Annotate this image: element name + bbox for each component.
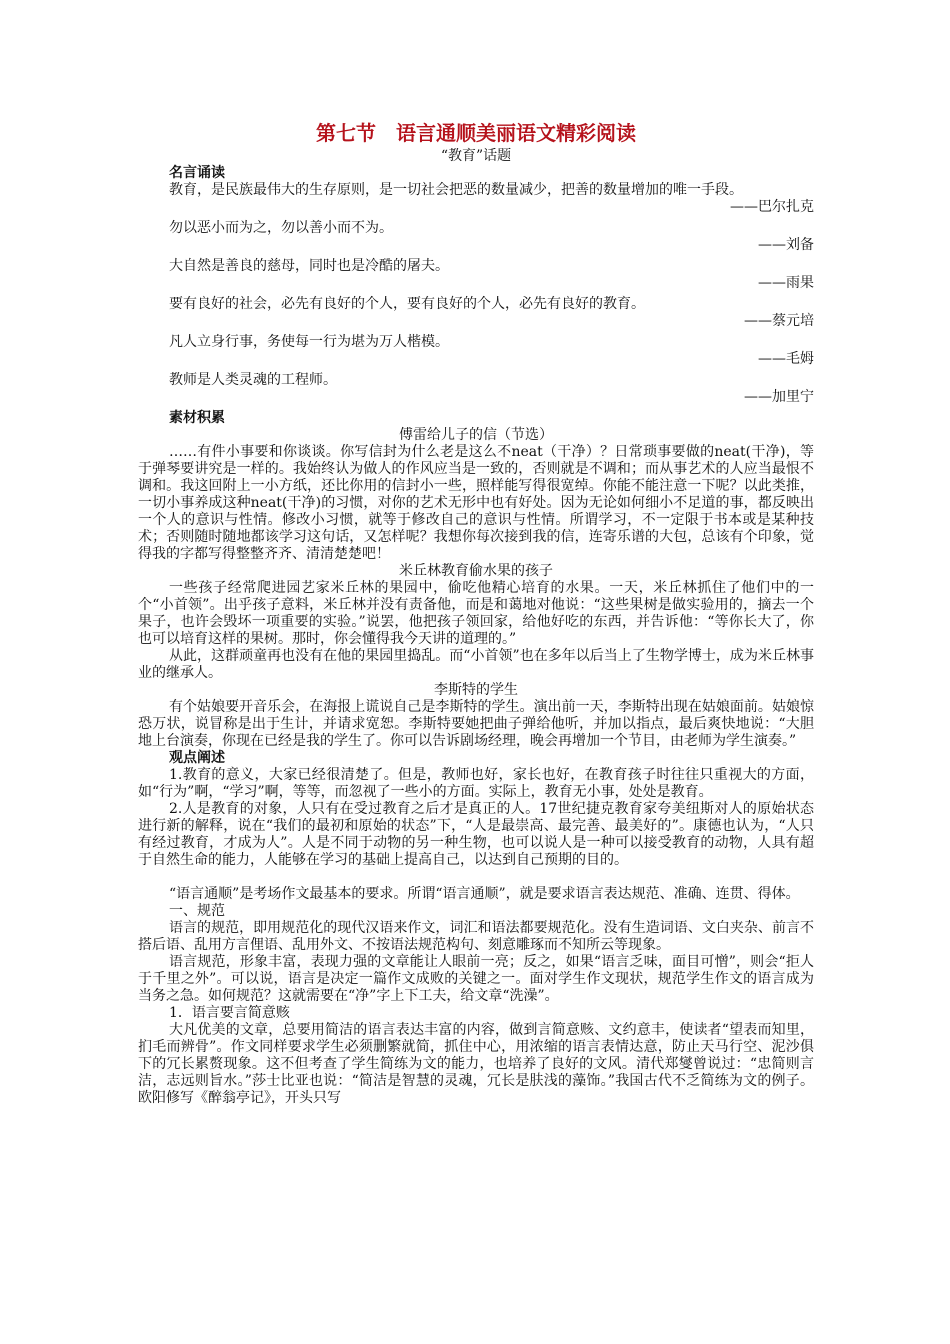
body-paragraph: 大凡优美的文章，总要用简洁的语言表达丰富的内容，做到言简意赅、文约意丰，使读者“望表而知里，扪毛而辨骨”。作文同样要求学生必须删繁就简，抓住中心，用浓缩的语言表情达意，防止天马行空、泥沙俱下的冗长累赘现象。这不但考查了学生简练为文的能力，也培养了良好的文风。清代郑燮曾说过：“忠简则言洁，志远则旨水。”莎士比亚也说：“简洁是智慧的灵魂，冗长是肤浅的藻饰。”我国古代不乏简练为文的例子。欧阳修写《醉翁亭记》，开头只写 [138, 1022, 814, 1106]
quote-author: ——雨果 [758, 275, 814, 291]
page-title: 第七节 语言通顺美丽语文精彩阅读 [316, 121, 636, 145]
quote-author: ——巴尔扎克 [730, 199, 814, 215]
document-page [138, 118, 814, 1107]
material-paragraph: 从此，这群顽童再也没有在他的果园里捣乱。而“小首领”也在多年以后当上了生物学博士，成为米丘林事业的继承人。 [138, 648, 814, 681]
material-paragraph: ……有件小事要和你谈谈。你写信封为什么老是这么不neat（干净）？日常琐事要做的neat(干净)，等于弹琴要讲究是一样的。我始终认为做人的作风应当是一致的，否则就是不调和；而从事艺术的人应当最恨不调和。我这回附上一小方纸，还比你用的信封小一些，照样能写得很宽绰。你能不能注意一下呢？以此类推，一切小事养成这种neat(干净)的习惯，对你的艺术无形中也有好处。因为无论如何细小不足道的事，都反映出一个人的意识与性情。修改小习惯，就等于修改自己的意识与性情。所谓学习，不一定限于书本或是某种技术；否则随时随地都该学习这句话，又怎样呢？我想你每次接到我的信，连寄乐谱的大包，总该有个印象，觉得我的字都写得整整齐齐、清清楚楚吧！ [138, 444, 814, 562]
material-title: 米丘林教育偷水果的孩子 [399, 563, 553, 579]
quote-author: ——加里宁 [744, 389, 814, 405]
quote-text: 凡人立身行事，务使每一行为堪为万人楷模。 [169, 334, 449, 350]
spacer [138, 869, 814, 886]
quote-author: ——毛姆 [758, 351, 814, 367]
body-paragraph: 语言规范，形象丰富，表现力强的文章能让人眼前一亮；反之，如果“语言乏味，面目可憎”，则会“拒人于千里之外”。可以说，语言是决定一篇作文成败的关键之一。面对学生作文现状，规范学生作文的语言成为当务之急。如何规范？这就需要在“净”字上下工夫，给文章“洗澡”。 [138, 954, 814, 1004]
section-heading-materials: 素材积累 [169, 410, 225, 426]
section-heading-viewpoints: 观点阐述 [169, 750, 225, 766]
viewpoint-paragraph: 1.教育的意义，大家已经很清楚了。但是，教师也好，家长也好，在教育孩子时往往只重视大的方面，如“行为”啊，“学习”啊，等等，而忽视了一些小的方面。实际上，教育无小事，处处是教育。 [138, 767, 814, 800]
body-paragraph: “语言通顺”是考场作文最基本的要求。所谓“语言通顺”，就是要求语言表达规范、准确、连贯、得体。 [169, 886, 800, 902]
material-paragraph: 一些孩子经常爬进园艺家米丘林的果园中，偷吃他精心培育的水果。一天，米丘林抓住了他们中的一个“小首领”。出乎孩子意料，米丘林并没有责备他，而是和蔼地对他说：“这些果树是做实验用的，摘去一个果子，也许会毁坏一项重要的实验。”说罢，他把孩子领回家，给他好吃的东西，并告诉他：“等你长大了，你也可以培育这样的果树。那时，你会懂得我今天讲的道理的。” [138, 580, 814, 647]
quotes-list [138, 182, 814, 406]
material-paragraph: 有个姑娘要开音乐会，在海报上谎说自己是李斯特的学生。演出前一天，李斯特出现在姑娘面前。姑娘惊恐万状，说冒称是出于生计，并请求宽恕。李斯特要她把曲子弹给他听，并加以指点，最后爽快地说：“大胆地上台演奏，你现在已经是我的学生了。你可以告诉剧场经理，晚会再增加一个节目，由老师为学生演奏。” [138, 699, 814, 749]
viewpoint-paragraph: 2.人是教育的对象，人只有在受过教育之后才是真正的人。17世纪捷克教育家夸美纽斯对人的原始状态进行新的解释，说在“我们的最初和原始的状态”下，“人是最崇高、最完善、最美好的”。康德也认为，“人只有经过教育，才成为人”。人是不同于动物的另一种生物，也可以说人是一种可以接受教育的动物，人具有超于自然生命的能力，人能够在学习的基础上提高自己，以达到自己预期的目的。 [138, 801, 814, 868]
material-title: 李斯特的学生 [434, 682, 518, 698]
quote-text: 教师是人类灵魂的工程师。 [169, 372, 337, 388]
quote-text: 教育，是民族最伟大的生存原则，是一切社会把恶的数量减少，把善的数量增加的唯一手段。 [169, 182, 743, 198]
material-title: 傅雷给儿子的信（节选） [399, 427, 553, 443]
body-paragraph: 语言的规范，即用规范化的现代汉语来作文，词汇和语法都要规范化。没有生造词语、文白夹杂、前言不搭后语、乱用方言俚语、乱用外文、不按语法规范构句、刻意雕琢而不知所云等现象。 [138, 920, 814, 953]
section-heading-quotes: 名言诵读 [169, 165, 225, 181]
quote-author: ——蔡元培 [744, 313, 814, 329]
quote-text: 大自然是善良的慈母，同时也是冷酷的屠夫。 [169, 258, 449, 274]
quote-author: ——刘备 [758, 237, 814, 253]
quote-text: 勿以恶小而为之，勿以善小而不为。 [169, 220, 393, 236]
quote-text: 要有良好的社会，必先有良好的个人，要有良好的个人，必先有良好的教育。 [169, 296, 645, 312]
page-subtitle: “教育”话题 [440, 148, 512, 164]
body-subheading: 1．语言要言简意赅 [169, 1005, 290, 1021]
body-subheading: 一、规范 [169, 903, 225, 919]
